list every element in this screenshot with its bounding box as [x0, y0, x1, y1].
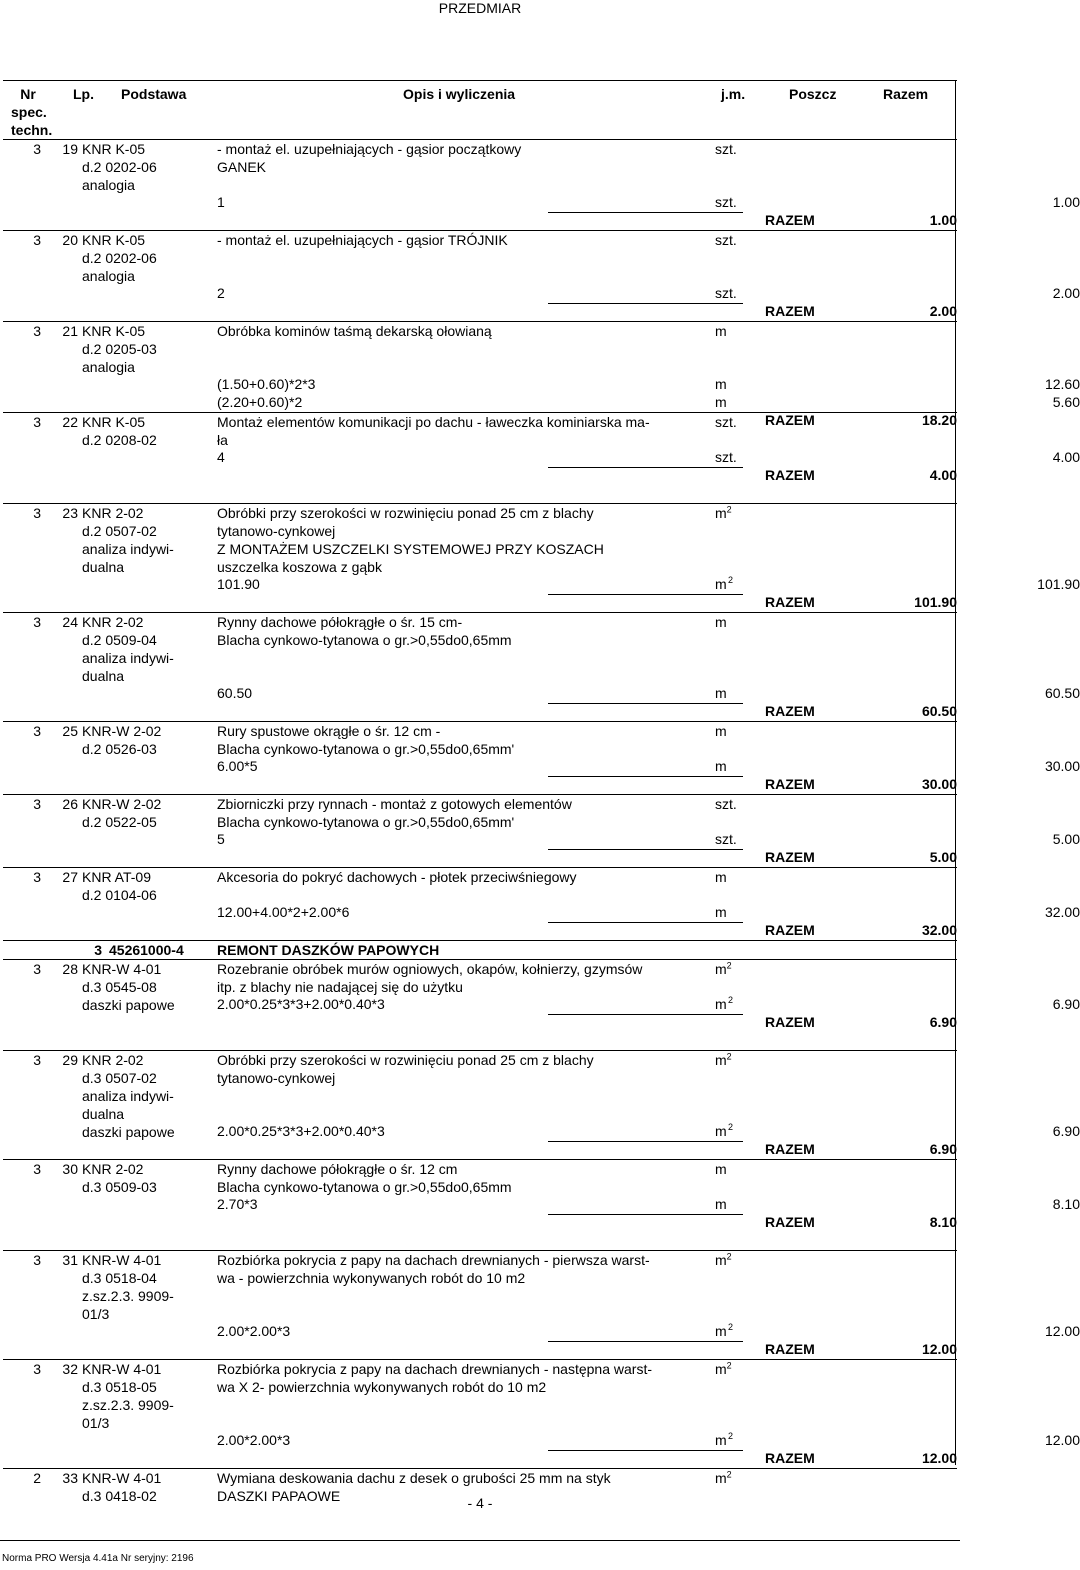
calc-expression: 4: [217, 449, 225, 465]
table-row: [3, 722, 1080, 795]
table-row: [3, 1051, 1080, 1160]
row-podstawa: KNR-W 4-01 d.3 0518-04 z.sz.2.3. 9909- 01/3: [82, 1252, 174, 1322]
col-opis: Opis i wyliczenia: [403, 86, 516, 102]
row-podstawa: KNR-W 2-02 d.2 0526-03: [82, 723, 162, 757]
row-nr: 3: [33, 414, 41, 430]
table-row: [3, 1360, 1080, 1469]
row-description: Rozebranie obróbek murów ogniowych, okapów, kołnierzy, gzymsów itp. z blachy nie nadającej się do użytku: [217, 961, 643, 995]
calc-expression: 60.50: [217, 685, 253, 701]
rows-group-2: [3, 960, 1080, 1505]
row-podstawa: KNR-W 4-01 d.3 0418-02: [82, 1470, 162, 1504]
calc-expression: (2.20+0.60)*2: [217, 394, 303, 410]
subtotal-line: [217, 594, 957, 612]
row-lp: 32: [62, 1361, 78, 1377]
subtotal-label: RAZEM: [765, 1214, 815, 1230]
col-jm: j.m.: [721, 86, 746, 102]
table-row: [3, 1160, 1080, 1251]
subtotal-line: [217, 776, 957, 794]
row-nr: 3: [33, 961, 41, 977]
calc-unit: szt.: [715, 831, 737, 847]
subtotal-value: 4.00: [929, 467, 957, 483]
row-podstawa: KNR 2-02 d.2 0507-02 analiza indywi- dualna: [82, 505, 174, 575]
calc-value: 101.90: [1037, 576, 1080, 592]
row-unit: $m^2$: [715, 1469, 732, 1486]
calc-expression: 2.70*3: [217, 1196, 258, 1212]
row-lp: 22: [62, 414, 78, 430]
subtotal-label: RAZEM: [765, 1014, 815, 1030]
calc-line: [217, 831, 1080, 849]
subtotal-label: RAZEM: [765, 849, 815, 865]
col-lp: Lp.: [73, 86, 94, 102]
row-description: Rozbiórka pokrycia z papy na dachach drewnianych - następna warst- wa X 2- powierzchnia wykonywanych robót do 10 m2: [217, 1361, 653, 1395]
calc-unit: m: [715, 1432, 727, 1448]
calc-line: [217, 449, 1080, 467]
calc-expression: 5: [217, 831, 225, 847]
table-row: [3, 231, 1080, 322]
col-razem: Razem: [883, 86, 929, 102]
section-nr: 3: [94, 942, 102, 958]
footer: [0, 1540, 960, 1564]
subtotal-line: [217, 212, 957, 230]
table-row: [3, 613, 1080, 722]
row-description: Wymiana deskowania dachu z desek o grubości 25 mm na styk DASZKI PAPAOWE: [217, 1470, 611, 1504]
unit-superscript: 2: [726, 1360, 732, 1371]
calc-unit: m: [715, 1323, 727, 1339]
row-nr: 3: [33, 505, 41, 521]
subtotal-line: [217, 1450, 957, 1468]
rows-group-1: [3, 140, 1080, 941]
row-description: Rury spustowe okrągłe o śr. 12 cm - Blacha cynkowo-tytanowa o gr.>0,55do0,65mm': [217, 723, 515, 757]
row-lp: 20: [62, 232, 78, 248]
row-lp: 31: [62, 1252, 78, 1268]
subtotal-value: 8.10: [929, 1214, 957, 1230]
subtotal-line: [217, 1014, 957, 1032]
table-row: [3, 413, 1080, 504]
subtotal-label: RAZEM: [765, 776, 815, 792]
calc-unit: m: [715, 576, 727, 592]
row-nr: 3: [33, 323, 41, 339]
footer-text: Norma PRO Wersja 4.41a Nr seryjny: 2196: [2, 1553, 194, 1564]
row-nr: 3: [33, 869, 41, 885]
calc-expression: 101.90: [217, 576, 260, 592]
subtotal-line: [217, 303, 957, 321]
calc-line: 2.00*0.25*3*3+2.00*0.40*3 m 2 6.90: [217, 1122, 1080, 1139]
table-right-border: [955, 80, 956, 1465]
calc-expression: 1: [217, 194, 225, 210]
subtotal-line: [217, 1214, 957, 1232]
calc-value: 8.10: [1052, 1196, 1080, 1212]
row-podstawa: KNR-W 4-01 d.3 0518-05 z.sz.2.3. 9909- 01/3: [82, 1361, 174, 1431]
row-podstawa: KNR-W 4-01 d.3 0545-08 daszki papowe: [82, 961, 175, 1013]
calc-expression: 2.00*2.00*3: [217, 1323, 291, 1339]
row-lp: 26: [62, 796, 78, 812]
row-podstawa: KNR K-05 d.2 0208-02: [82, 414, 157, 448]
section-title: REMONT DASZKÓW PAPOWYCH: [217, 942, 440, 958]
calc-expression: (1.50+0.60)*2*3: [217, 376, 316, 392]
row-nr: 3: [33, 796, 41, 812]
table-row: [3, 1251, 1080, 1360]
row-lp: 27: [62, 869, 78, 885]
calc-expression: 6.00*5: [217, 758, 258, 774]
row-nr: 3: [33, 141, 41, 157]
calc-line: 2.00*0.25*3*3+2.00*0.40*3 m 2 6.90: [217, 995, 1080, 1012]
row-podstawa: KNR 2-02 d.2 0509-04 analiza indywi- dualna: [82, 614, 174, 684]
row-nr: 3: [33, 723, 41, 739]
subtotal-value: 1.00: [929, 212, 957, 228]
calc-value: 12.60: [1044, 376, 1080, 392]
subtotal-line: [217, 922, 957, 940]
subtotal-label: RAZEM: [765, 703, 815, 719]
subtotal-label: RAZEM: [765, 412, 815, 428]
calc-value: 6.90: [1052, 996, 1080, 1012]
subtotal-label: RAZEM: [765, 922, 815, 938]
row-nr: 3: [33, 232, 41, 248]
row-nr: 3: [33, 614, 41, 630]
calc-unit: m: [715, 1123, 727, 1139]
row-lp: 29: [62, 1052, 78, 1068]
calc-unit: m: [715, 376, 727, 392]
row-unit: m: [715, 869, 727, 885]
row-unit: m: [715, 614, 727, 630]
calc-unit: szt.: [715, 194, 737, 210]
subtotal-value: 32.00: [921, 922, 957, 938]
row-nr: 3: [33, 1161, 41, 1177]
row-lp: 21: [62, 323, 78, 339]
table-header: [3, 80, 957, 140]
row-unit: $m^2$: [715, 960, 732, 977]
calc-line: [217, 904, 1080, 922]
row-description: Rynny dachowe półokrągłe o śr. 15 cm- Blacha cynkowo-tytanowa o gr.>0,55do0,65mm: [217, 614, 512, 648]
row-unit: m: [715, 723, 727, 739]
calc-line: [217, 1196, 1080, 1214]
section-row: [3, 941, 957, 960]
row-lp: 23: [62, 505, 78, 521]
table-row: [3, 795, 1080, 868]
row-unit: szt.: [715, 232, 737, 248]
row-unit: m: [715, 1161, 727, 1177]
calc-value: 12.00: [1044, 1432, 1080, 1448]
row-unit: $m^2$: [715, 1251, 732, 1268]
subtotal-value: 30.00: [921, 776, 957, 792]
row-nr: 3: [33, 1361, 41, 1377]
table-row: [3, 504, 1080, 613]
subtotal-value: 12.00: [921, 1450, 957, 1466]
calc-unit: m: [715, 1196, 727, 1212]
row-unit: $m^2$: [715, 1360, 732, 1377]
unit-superscript: 2: [726, 1469, 732, 1480]
subtotal-label: RAZEM: [765, 1141, 815, 1157]
page-number: - 4 -: [467, 1495, 493, 1511]
row-nr: 3: [33, 1252, 41, 1268]
subtotal-line: [217, 1341, 957, 1359]
row-lp: 24: [62, 614, 78, 630]
row-description: Obróbki przy szerokości w rozwinięciu ponad 25 cm z blachy tytanowo-cynkowej: [217, 1052, 594, 1086]
subtotal-line: [217, 1141, 957, 1159]
calc-unit: szt.: [715, 285, 737, 301]
row-description: Obróbka kominów taśmą dekarską ołowianą: [217, 323, 492, 339]
subtotal-label: RAZEM: [765, 1341, 815, 1357]
subtotal-label: RAZEM: [765, 303, 815, 319]
document-header: PRZEDMIAR: [438, 0, 522, 16]
subtotal-value: 12.00: [921, 1341, 957, 1357]
subtotal-label: RAZEM: [765, 467, 815, 483]
row-podstawa: KNR 2-02 d.3 0509-03: [82, 1161, 157, 1195]
subtotal-line: [217, 467, 957, 485]
row-podstawa: KNR K-05 d.2 0202-06 analogia: [82, 141, 157, 193]
subtotal-value: 2.00: [929, 303, 957, 319]
subtotal-value: 101.90: [914, 594, 957, 610]
calc-line: 2.00*2.00*3 m 2 12.00: [217, 1431, 1080, 1448]
unit-superscript: 2: [726, 960, 732, 971]
calc-expression: 12.00+4.00*2+2.00*6: [217, 904, 350, 920]
calc-unit: m: [715, 685, 727, 701]
calc-line: [217, 285, 1080, 303]
table-row: [3, 140, 1080, 231]
row-nr: 3: [33, 1052, 41, 1068]
unit-superscript: 2: [726, 1251, 732, 1262]
table-row: [3, 868, 1080, 941]
calc-value: 32.00: [1044, 904, 1080, 920]
subtotal-value: 18.20: [921, 412, 957, 428]
calc-expression: 2.00*2.00*3: [217, 1432, 291, 1448]
subtotal-value: 5.00: [929, 849, 957, 865]
row-description: Akcesoria do pokryć dachowych - płotek przeciwśniegowy: [217, 869, 577, 885]
row-description: Rynny dachowe półokrągłe o śr. 12 cm Blacha cynkowo-tytanowa o gr.>0,55do0,65mm: [217, 1161, 512, 1195]
calc-unit: m: [715, 758, 727, 774]
subtotal-label: RAZEM: [765, 594, 815, 610]
calc-unit: m: [715, 904, 727, 920]
calc-value: 6.90: [1052, 1123, 1080, 1139]
unit-superscript: 2: [726, 1051, 732, 1062]
row-lp: 33: [62, 1470, 78, 1486]
row-lp: 25: [62, 723, 78, 739]
row-description: Rozbiórka pokrycia z papy na dachach drewnianych - pierwsza warst- wa - powierzchnia wykonywanych robót do 10 m2: [217, 1252, 650, 1286]
calc-expression: 2.00*0.25*3*3+2.00*0.40*3: [217, 1123, 385, 1139]
unit-superscript: 2: [726, 504, 732, 515]
calc-unit: m: [715, 394, 727, 410]
calc-value: 2.00: [1052, 285, 1080, 301]
calc-value: 60.50: [1044, 685, 1080, 701]
row-unit: m: [715, 323, 727, 339]
subtotal-value: 60.50: [921, 703, 957, 719]
subtotal-line: [217, 849, 957, 867]
calc-line: 101.90 m 2 101.90: [217, 575, 1080, 592]
row-unit: szt.: [715, 796, 737, 812]
col-nr: Nr spec. techn.: [11, 86, 53, 138]
row-unit: $m^2$: [715, 504, 732, 521]
calc-value: 12.00: [1044, 1323, 1080, 1339]
calc-line: [217, 376, 1080, 394]
subtotal-line: [217, 703, 957, 721]
subtotal-value: 6.90: [929, 1141, 957, 1157]
calc-value: 5.60: [1052, 394, 1080, 410]
calc-unit: szt.: [715, 449, 737, 465]
row-unit: $m^2$: [715, 1051, 732, 1068]
calc-line: 2.00*2.00*3 m 2 12.00: [217, 1322, 1080, 1339]
calc-line: [217, 194, 1080, 212]
calc-expression: 2.00*0.25*3*3+2.00*0.40*3: [217, 996, 385, 1012]
row-description: Zbiorniczki przy rynnach - montaż z gotowych elementów Blacha cynkowo-tytanowa o gr.>0,55do0,65mm': [217, 796, 572, 830]
col-podstawa: Podstawa: [121, 86, 187, 102]
row-podstawa: KNR K-05 d.2 0202-06 analogia: [82, 232, 157, 284]
calc-line: [217, 685, 1080, 703]
row-podstawa: KNR 2-02 d.3 0507-02 analiza indywi- dualna daszki papowe: [82, 1052, 175, 1140]
calc-value: 4.00: [1052, 449, 1080, 465]
row-nr: 2: [33, 1470, 41, 1486]
subtotal-label: RAZEM: [765, 212, 815, 228]
row-lp: 19: [62, 141, 78, 157]
row-podstawa: KNR AT-09 d.2 0104-06: [82, 869, 157, 903]
row-unit: szt.: [715, 141, 737, 157]
row-description: - montaż el. uzupełniających - gąsior TRÓJNIK: [217, 232, 508, 248]
row-podstawa: KNR-W 2-02 d.2 0522-05: [82, 796, 162, 830]
estimate-table: [3, 80, 1080, 1505]
subtotal-value: 6.90: [929, 1014, 957, 1030]
col-poszcz: Poszcz: [789, 86, 837, 102]
row-podstawa: KNR K-05 d.2 0205-03 analogia: [82, 323, 157, 375]
row-description: - montaż el. uzupełniających - gąsior początkowy GANEK: [217, 141, 522, 175]
row-lp: 28: [62, 961, 78, 977]
calc-value: 30.00: [1044, 758, 1080, 774]
table-row: [3, 960, 1080, 1051]
row-unit: szt.: [715, 414, 737, 430]
calc-line: [217, 758, 1080, 776]
row-lp: 30: [62, 1161, 78, 1177]
calc-expression: 2: [217, 285, 225, 301]
calc-unit: m: [715, 996, 727, 1012]
calc-value: 5.00: [1052, 831, 1080, 847]
calc-line: [217, 394, 1080, 412]
calc-value: 1.00: [1052, 194, 1080, 210]
row-description: Montaż elementów komunikacji po dachu - ławeczka kominiarska ma- ła: [217, 414, 650, 448]
subtotal-label: RAZEM: [765, 1450, 815, 1466]
row-description: Obróbki przy szerokości w rozwinięciu ponad 25 cm z blachy tytanowo-cynkowej Z MONTAŻEM USZCZELKI SYSTEMOWEJ PRZY KOSZACH uszczelka koszowa z gąbk: [217, 505, 604, 575]
section-code: 45261000-4: [109, 942, 184, 958]
